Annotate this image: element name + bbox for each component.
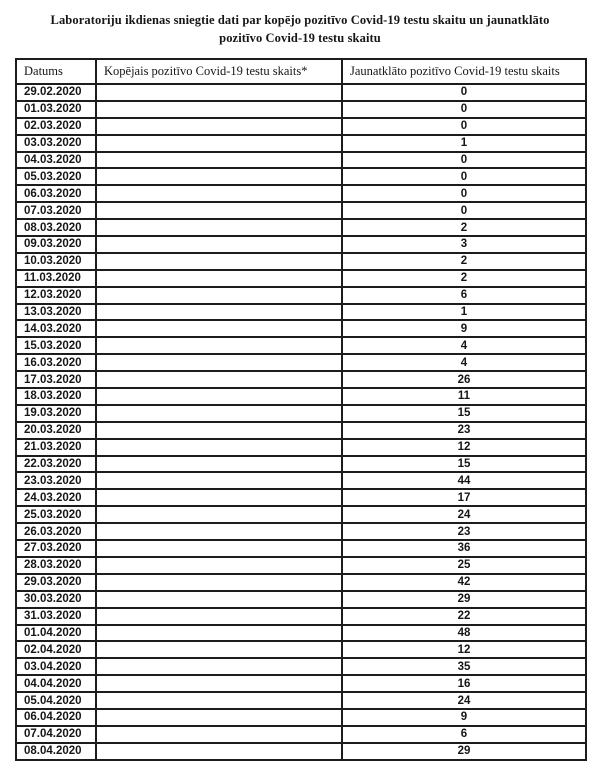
table-row [16,540,586,557]
cell-date: 04.03.2020 [16,152,96,169]
cell-newly-detected-positive-tests: 4 [342,337,586,354]
cell-total-positive-tests [96,489,342,506]
cell-total-positive-tests [96,388,342,405]
cell-total-positive-tests [96,287,342,304]
cell-newly-detected-positive-tests: 22 [342,608,586,625]
table-row [16,168,586,185]
cell-newly-detected-positive-tests: 6 [342,726,586,743]
cell-total-positive-tests [96,641,342,658]
header-jaunatklato-testu-skaits: Jaunatklāto pozitīvo Covid-19 testu skaits [342,59,586,84]
cell-total-positive-tests [96,168,342,185]
cell-newly-detected-positive-tests: 0 [342,202,586,219]
table-row [16,287,586,304]
table-row [16,658,586,675]
cell-newly-detected-positive-tests: 24 [342,506,586,523]
table-row [16,557,586,574]
cell-total-positive-tests [96,253,342,270]
cell-total-positive-tests [96,523,342,540]
table-row [16,489,586,506]
cell-newly-detected-positive-tests: 6 [342,287,586,304]
cell-newly-detected-positive-tests: 29 [342,591,586,608]
cell-total-positive-tests [96,472,342,489]
cell-date: 13.03.2020 [16,304,96,321]
cell-date: 25.03.2020 [16,506,96,523]
cell-total-positive-tests [96,591,342,608]
cell-newly-detected-positive-tests: 12 [342,641,586,658]
cell-total-positive-tests [96,608,342,625]
page-title [0,11,600,47]
cell-newly-detected-positive-tests: 0 [342,185,586,202]
cell-total-positive-tests [96,709,342,726]
cell-total-positive-tests [96,304,342,321]
table-row [16,506,586,523]
cell-date: 08.04.2020 [16,743,96,760]
cell-date: 15.03.2020 [16,337,96,354]
table-row [16,675,586,692]
cell-total-positive-tests [96,152,342,169]
cell-total-positive-tests [96,84,342,101]
cell-date: 07.03.2020 [16,202,96,219]
cell-newly-detected-positive-tests: 44 [342,472,586,489]
cell-newly-detected-positive-tests: 25 [342,557,586,574]
cell-total-positive-tests [96,439,342,456]
table-row [16,270,586,287]
table-row [16,641,586,658]
table-row [16,743,586,760]
cell-newly-detected-positive-tests: 24 [342,692,586,709]
table-row [16,523,586,540]
cell-total-positive-tests [96,743,342,760]
cell-newly-detected-positive-tests: 35 [342,658,586,675]
table-row [16,709,586,726]
cell-date: 16.03.2020 [16,354,96,371]
cell-total-positive-tests [96,270,342,287]
header-kopejais-testu-skaits: Kopējais pozitīvo Covid-19 testu skaits* [96,59,342,84]
cell-total-positive-tests [96,506,342,523]
cell-total-positive-tests [96,135,342,152]
cell-total-positive-tests [96,320,342,337]
table-row [16,422,586,439]
cell-newly-detected-positive-tests: 2 [342,219,586,236]
table-row [16,472,586,489]
cell-newly-detected-positive-tests: 9 [342,320,586,337]
cell-newly-detected-positive-tests: 0 [342,168,586,185]
cell-date: 12.03.2020 [16,287,96,304]
table-row [16,591,586,608]
table-row [16,388,586,405]
table-row [16,135,586,152]
table-row [16,608,586,625]
cell-total-positive-tests [96,557,342,574]
cell-newly-detected-positive-tests: 9 [342,709,586,726]
cell-newly-detected-positive-tests: 1 [342,135,586,152]
cell-date: 23.03.2020 [16,472,96,489]
cell-total-positive-tests [96,219,342,236]
cell-date: 18.03.2020 [16,388,96,405]
cell-date: 29.02.2020 [16,84,96,101]
cell-date: 28.03.2020 [16,557,96,574]
table-row [16,320,586,337]
table-row [16,219,586,236]
cell-date: 19.03.2020 [16,405,96,422]
table-row [16,354,586,371]
cell-newly-detected-positive-tests: 17 [342,489,586,506]
cell-date: 26.03.2020 [16,523,96,540]
header-datums: Datums [16,59,96,84]
cell-newly-detected-positive-tests: 15 [342,456,586,473]
cell-date: 10.03.2020 [16,253,96,270]
cell-date: 01.03.2020 [16,101,96,118]
cell-date: 17.03.2020 [16,371,96,388]
table-row [16,405,586,422]
cell-total-positive-tests [96,456,342,473]
cell-date: 05.03.2020 [16,168,96,185]
cell-total-positive-tests [96,574,342,591]
table-row [16,726,586,743]
cell-total-positive-tests [96,625,342,642]
cell-total-positive-tests [96,658,342,675]
cell-date: 22.03.2020 [16,456,96,473]
cell-newly-detected-positive-tests: 23 [342,422,586,439]
cell-newly-detected-positive-tests: 0 [342,118,586,135]
cell-newly-detected-positive-tests: 36 [342,540,586,557]
cell-total-positive-tests [96,726,342,743]
table-row [16,304,586,321]
table-row [16,84,586,101]
cell-newly-detected-positive-tests: 2 [342,270,586,287]
cell-date: 30.03.2020 [16,591,96,608]
cell-date: 07.04.2020 [16,726,96,743]
cell-newly-detected-positive-tests: 23 [342,523,586,540]
table-row [16,337,586,354]
table-row [16,625,586,642]
cell-date: 20.03.2020 [16,422,96,439]
cell-date: 01.04.2020 [16,625,96,642]
table-row [16,118,586,135]
cell-newly-detected-positive-tests: 3 [342,236,586,253]
cell-total-positive-tests [96,118,342,135]
cell-date: 21.03.2020 [16,439,96,456]
cell-date: 09.03.2020 [16,236,96,253]
table-row [16,202,586,219]
cell-date: 02.03.2020 [16,118,96,135]
cell-total-positive-tests [96,422,342,439]
table-row [16,101,586,118]
page-title-line2: pozitīvo Covid-19 testu skaitu [219,31,381,46]
cell-newly-detected-positive-tests: 26 [342,371,586,388]
table-row [16,253,586,270]
covid-tests-table [15,58,587,761]
cell-date: 29.03.2020 [16,574,96,591]
page-title-line1: Laboratoriju ikdienas sniegtie dati par kopējo pozitīvo Covid-19 testu skaitu un jaunatklāto [50,13,550,27]
cell-total-positive-tests [96,337,342,354]
cell-total-positive-tests [96,405,342,422]
table-row [16,236,586,253]
cell-newly-detected-positive-tests: 0 [342,84,586,101]
cell-total-positive-tests [96,101,342,118]
cell-newly-detected-positive-tests: 15 [342,405,586,422]
cell-total-positive-tests [96,371,342,388]
cell-newly-detected-positive-tests: 0 [342,152,586,169]
cell-date: 05.04.2020 [16,692,96,709]
cell-date: 24.03.2020 [16,489,96,506]
cell-newly-detected-positive-tests: 12 [342,439,586,456]
cell-total-positive-tests [96,185,342,202]
table-row [16,574,586,591]
cell-newly-detected-positive-tests: 29 [342,743,586,760]
cell-newly-detected-positive-tests: 16 [342,675,586,692]
cell-newly-detected-positive-tests: 1 [342,304,586,321]
cell-date: 31.03.2020 [16,608,96,625]
cell-date: 03.04.2020 [16,658,96,675]
cell-total-positive-tests [96,675,342,692]
table-row [16,185,586,202]
table-body [16,84,586,760]
table-row [16,152,586,169]
cell-total-positive-tests [96,202,342,219]
cell-newly-detected-positive-tests: 2 [342,253,586,270]
cell-date: 08.03.2020 [16,219,96,236]
cell-newly-detected-positive-tests: 4 [342,354,586,371]
cell-newly-detected-positive-tests: 11 [342,388,586,405]
table-row [16,439,586,456]
cell-date: 06.04.2020 [16,709,96,726]
cell-newly-detected-positive-tests: 42 [342,574,586,591]
cell-date: 06.03.2020 [16,185,96,202]
table-row [16,692,586,709]
cell-date: 14.03.2020 [16,320,96,337]
table-row [16,371,586,388]
cell-newly-detected-positive-tests: 48 [342,625,586,642]
cell-date: 11.03.2020 [16,270,96,287]
cell-total-positive-tests [96,236,342,253]
cell-date: 27.03.2020 [16,540,96,557]
cell-total-positive-tests [96,540,342,557]
cell-newly-detected-positive-tests: 0 [342,101,586,118]
cell-date: 03.03.2020 [16,135,96,152]
cell-date: 02.04.2020 [16,641,96,658]
table-row [16,456,586,473]
table-header-row [16,59,586,84]
cell-date: 04.04.2020 [16,675,96,692]
cell-total-positive-tests [96,354,342,371]
cell-total-positive-tests [96,692,342,709]
